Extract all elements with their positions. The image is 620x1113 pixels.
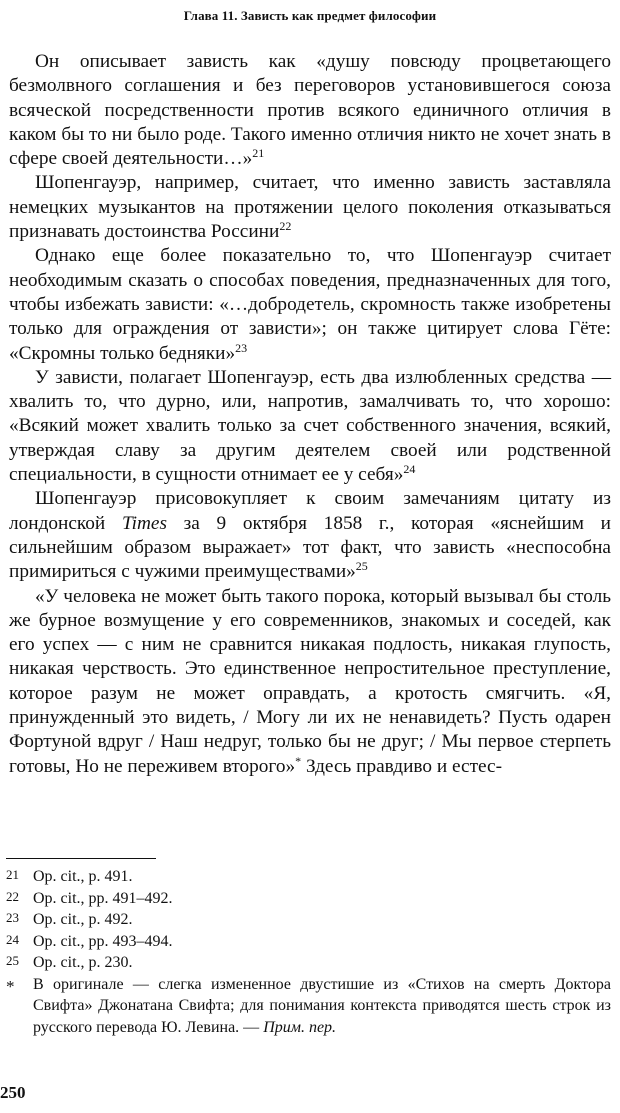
paragraph-1 bbox=[9, 50, 611, 171]
paragraph-2 bbox=[9, 171, 611, 244]
running-head: Глава 11. Зависть как предмет философии bbox=[183, 8, 437, 23]
footnote-star-body bbox=[33, 974, 611, 1039]
paragraph-6-text: «У человека не может быть такого порока, который вызывал бы столь же бурное возмущение у его современников, знакомых и соседей, как его успех — с ним не сравнится никакая подлость, никакая глупость, никакая черствость. Это единственное непростительное преступление, которое разум не может оправдать, а кротость смягчить. «Я, принужденный это видеть, / Могу ли их не ненавидеть? Пусть одарен Фортуной вдруг / Наш недруг, только бы не друг; / Мы первое стерпеть готовы, Но не переживем второго» bbox=[9, 585, 611, 777]
footnote-text: Op. cit., pp. 493–494. bbox=[33, 932, 173, 950]
page-number: 250 bbox=[0, 1083, 26, 1102]
paragraph-5 bbox=[9, 487, 611, 584]
footnote-mark: 21 bbox=[6, 867, 19, 882]
footnote-23 bbox=[6, 909, 611, 931]
paragraph-2-text: Шопенгауэр, например, считает, что именно зависть заставляла немецких музыкантов на протяжении целого поколения отказываться признавать достоинства Россини bbox=[9, 172, 611, 243]
footnote-25 bbox=[6, 952, 611, 974]
footnote-ref-star: * bbox=[295, 753, 302, 768]
footnote-21 bbox=[6, 866, 611, 888]
main-text bbox=[9, 50, 611, 779]
footnote-mark: 22 bbox=[6, 888, 19, 904]
newspaper-title: Times bbox=[121, 512, 167, 534]
footnote-ref-25: 25 bbox=[355, 559, 368, 574]
footnotes bbox=[6, 866, 611, 1038]
footnote-22 bbox=[6, 888, 611, 910]
paragraph-5-text-before: Шопенгауэр присовокупляет к своим замечаниям цитату из лондонской bbox=[9, 488, 611, 534]
footnote-rule bbox=[6, 858, 156, 859]
footnote-ref-21: 21 bbox=[252, 146, 265, 161]
footnote-star-mark: * bbox=[6, 976, 15, 996]
paragraph-3-text: Однако еще более показательно то, что Шопенгауэр считает необходимым сказать о способах поведения, предназначенных для того, чтобы избежать зависти: «…добродетель, скромность также изобретены только для ограждения от зависти»; он также цитирует слова Гёте: «Скромны только бедняки» bbox=[9, 245, 611, 364]
footnote-text: Op. cit., p. 491. bbox=[33, 868, 133, 885]
paragraph-6 bbox=[9, 585, 611, 779]
footnote-ref-24: 24 bbox=[403, 462, 416, 477]
paragraph-3 bbox=[9, 244, 611, 365]
footnote-text: Op. cit., p. 492. bbox=[33, 911, 133, 928]
footnote-ref-22: 22 bbox=[279, 219, 292, 234]
paragraph-4 bbox=[9, 366, 611, 487]
paragraph-5-text-after: за 9 октября 1858 г., которая «яснейшим и сильнейшим образом выражает» тот факт, что зависть «неспособна примириться с чужими преимуществами» bbox=[9, 512, 611, 583]
footnote-star-text: В оригинале — слегка измененное двустишие из «Стихов на смерть Доктора Свифта» Джонатана Свифта; для понимания контекста приводятся шесть строк из русского перевода Ю. Левина. — bbox=[33, 975, 611, 1036]
paragraph-6-tail: Здесь правдиво и естес- bbox=[301, 755, 503, 777]
translator-note: Прим. пер. bbox=[263, 1018, 337, 1036]
footnote-24 bbox=[6, 931, 611, 953]
paragraph-4-text: У зависти, полагает Шопенгауэр, есть два излюбленных средства — хвалить то, что дурно, или, напротив, замалчивать то, что хорошо: «Всякий может хвалить только за счет собственного значения, всякий, утверждая славу за другим деятелем своей или родственной специальности, в сущности отнимает ее у себя» bbox=[9, 366, 611, 486]
footnote-mark: 25 bbox=[6, 953, 19, 968]
footnote-text: Op. cit., p. 230. bbox=[33, 954, 133, 971]
footnote-mark: 23 bbox=[6, 910, 19, 925]
footnote-mark: 24 bbox=[6, 931, 19, 947]
footnote-text: Op. cit., pp. 491–492. bbox=[33, 889, 173, 907]
footnote-star bbox=[6, 974, 611, 1039]
footnote-ref-23: 23 bbox=[235, 340, 248, 355]
paragraph-1-text: Он описывает зависть как «душу повсюду процветающего безмолвного соглашения и без переговоров установившегося союза всяческой посредственности против всякого единичного отличия в каком бы то ни было роде. Такого именно отличия никто не хочет знать в сфере своей деятельности…» bbox=[9, 51, 611, 170]
